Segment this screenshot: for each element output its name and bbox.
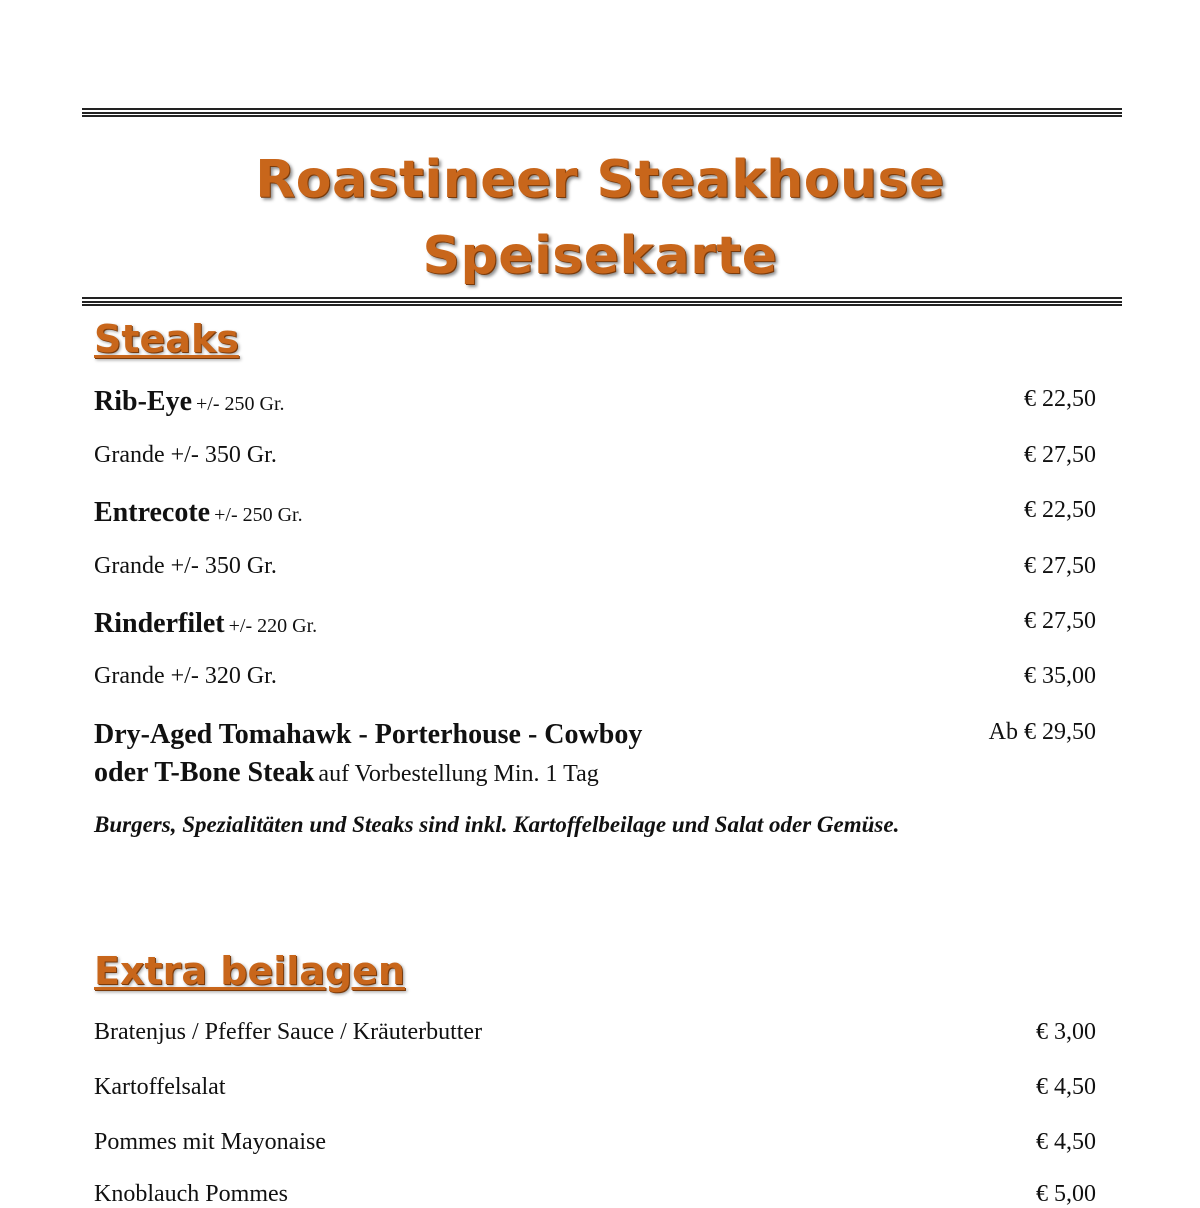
- item-name: Rib-Eye: [94, 386, 192, 417]
- item-price: € 5,00: [1036, 1181, 1096, 1207]
- item-price: € 35,00: [1024, 663, 1096, 689]
- item-price: € 4,50: [1036, 1129, 1096, 1155]
- item-name: Pommes mit Mayonaise: [94, 1129, 326, 1155]
- item-name: Bratenjus / Pfeffer Sauce / Kräuterbutter: [94, 1019, 483, 1045]
- item-name: Grande +/- 350 Gr.: [94, 442, 277, 468]
- item-weight: +/- 250 Gr.: [214, 504, 303, 526]
- restaurant-title: Roastineer Steakhouse: [255, 150, 945, 210]
- item-price: € 22,50: [1024, 497, 1096, 523]
- item-price: € 3,00: [1036, 1019, 1096, 1045]
- item-name-line2: oder T-Bone Steak: [94, 757, 315, 788]
- item-price: € 27,50: [1024, 553, 1096, 579]
- item-name: Rinderfilet: [94, 608, 225, 639]
- section-heading-steaks: Steaks: [94, 317, 239, 361]
- item-weight: +/- 220 Gr.: [228, 615, 318, 637]
- top-double-rule: [82, 108, 1122, 117]
- header-bottom-double-rule: [82, 297, 1122, 306]
- item-name: Kartoffelsalat: [94, 1074, 226, 1100]
- section-heading-extras: Extra beilagen: [94, 949, 405, 993]
- item-order-note: auf Vorbestellung Min. 1 Tag: [318, 761, 599, 787]
- item-name: Grande +/- 350 Gr.: [94, 553, 277, 579]
- item-weight: +/- 250 Gr.: [196, 393, 285, 415]
- inclusion-note: Burgers, Spezialitäten und Steaks sind inkl. Kartoffelbeilage und Salat oder Gemüse.: [94, 812, 900, 837]
- item-price: € 4,50: [1036, 1074, 1096, 1100]
- menu-subtitle: Speisekarte: [422, 226, 778, 286]
- item-price: € 22,50: [1024, 386, 1096, 412]
- item-name-line1: Dry-Aged Tomahawk - Porterhouse - Cowboy: [94, 719, 643, 750]
- item-price: € 27,50: [1024, 608, 1096, 634]
- item-name: Entrecote: [94, 497, 211, 528]
- item-price: Ab € 29,50: [988, 719, 1096, 745]
- item-price: € 27,50: [1024, 442, 1096, 468]
- item-name: Grande +/- 320 Gr.: [94, 663, 277, 689]
- item-name: Knoblauch Pommes: [94, 1181, 288, 1207]
